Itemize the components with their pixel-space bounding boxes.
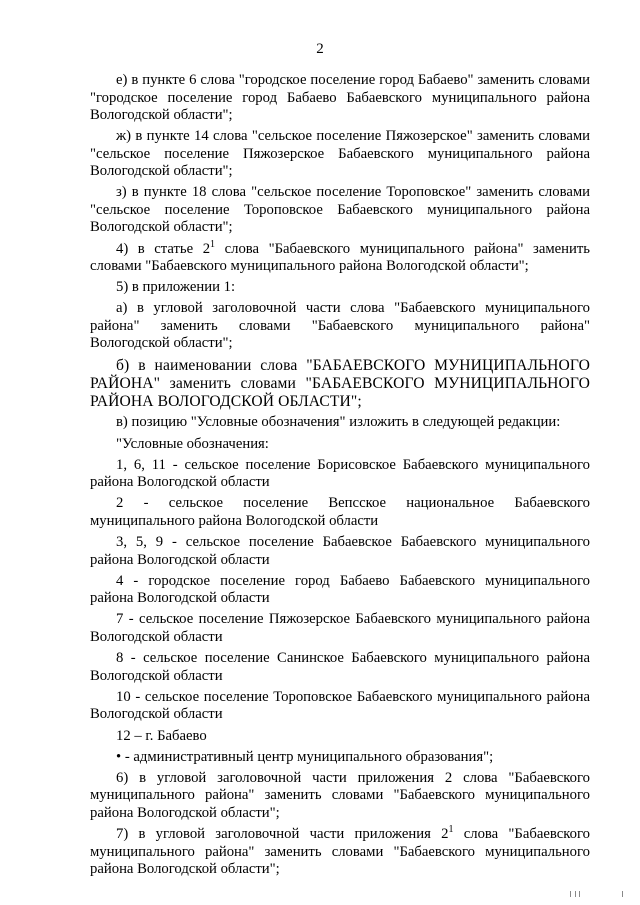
paragraph-5b-tail: РАЙОНА ВОЛОГОДСКОЙ ОБЛАСТИ";: [90, 392, 362, 410]
legend-item-10: 10 - сельское поселение Тороповское Бабаевского муниципального района Вологодской области: [90, 688, 590, 723]
paragraph-4-post: слова "Бабаевского муниципального района" заменить словами "Бабаевского муниципального района Вологодской области";: [90, 240, 591, 275]
paragraph-5a: [90, 300, 590, 335]
paragraph-6: 6) в угловой заголовочной части приложения 2 слова "Бабаевского муниципального района" заменить словами "Бабаевского муниципального района Вологодской области";: [90, 769, 590, 821]
legend-item-3: 3, 5, 9 - сельское поселение Бабаевское Бабаевского муниципального района Вологодской области: [90, 534, 590, 568]
superscript: 1: [448, 824, 454, 836]
paragraph-4: [90, 238, 591, 276]
page-number: 2: [316, 41, 324, 57]
superscript: 1: [210, 238, 216, 250]
paragraph-7-post: слова "Бабаевского муниципального района" заменить словами "Бабаевского муниципального района Вологодской области";: [90, 826, 590, 878]
legend-item-2: 2 - сельское поселение Вепсское национальное Бабаевского муниципального района Вологодской области: [90, 495, 590, 529]
legend-heading: "Условные обозначения:: [116, 435, 269, 452]
scan-marks: [570, 891, 630, 897]
paragraph-zh: ж) в пункте 14 слова "сельское поселение Пяжозерское" заменить словами "сельское поселение Пяжозерское Бабаевского муниципального района Вологодской области";: [90, 128, 590, 180]
legend-item-center: • - административный центр муниципального образования";: [116, 748, 494, 765]
paragraph-5a-tail: Вологодской области";: [90, 335, 233, 352]
paragraph-5b-main: б) в наименовании слова "БАБАЕВСКОГО МУНИЦИПАЛЬНОГО РАЙОНА" заменить словами "БАБАЕВСКОГО МУНИЦИПАЛЬНОГО: [90, 356, 590, 392]
paragraph-4-pre: 4) в статье 2: [116, 240, 211, 257]
legend-item-7: 7 - сельское поселение Пяжозерское Бабаевского муниципального района Вологодской области: [90, 611, 590, 645]
paragraph-5a-main: а) в угловой заголовочной части слова "Бабаевского муниципального района" заменить словами "Бабаевского муниципального района": [90, 300, 590, 334]
legend-item-4: 4 - городское поселение город Бабаево Бабаевского муниципального района Вологодской области: [90, 572, 590, 607]
legend-item-8: 8 - сельское поселение Санинское Бабаевского муниципального района Вологодской области: [90, 650, 590, 684]
paragraph-7: [90, 826, 590, 879]
paragraph-5: 5) в приложении 1:: [116, 279, 236, 296]
paragraph-7-pre: 7) в угловой заголовочной части приложения 2: [116, 826, 449, 843]
paragraph-z: з) в пункте 18 слова "сельское поселение Тороповское" заменить словами "сельское поселение Тороповское Бабаевского муниципального района Вологодской области";: [90, 184, 590, 236]
paragraph-e: е) в пункте 6 слова "городское поселение город Бабаево" заменить словами "городское поселение город Бабаево Бабаевского муниципального района Вологодской области";: [90, 72, 590, 123]
paragraph-5v: в) позицию "Условные обозначения" изложить в следующей редакции:: [116, 414, 561, 431]
document-body: [90, 72, 590, 882]
legend-item-12: 12 – г. Бабаево: [116, 727, 207, 744]
paragraph-5b: [90, 357, 590, 393]
legend-item-1: 1, 6, 11 - сельское поселение Борисовское Бабаевского муниципального района Вологодской области: [90, 456, 590, 491]
